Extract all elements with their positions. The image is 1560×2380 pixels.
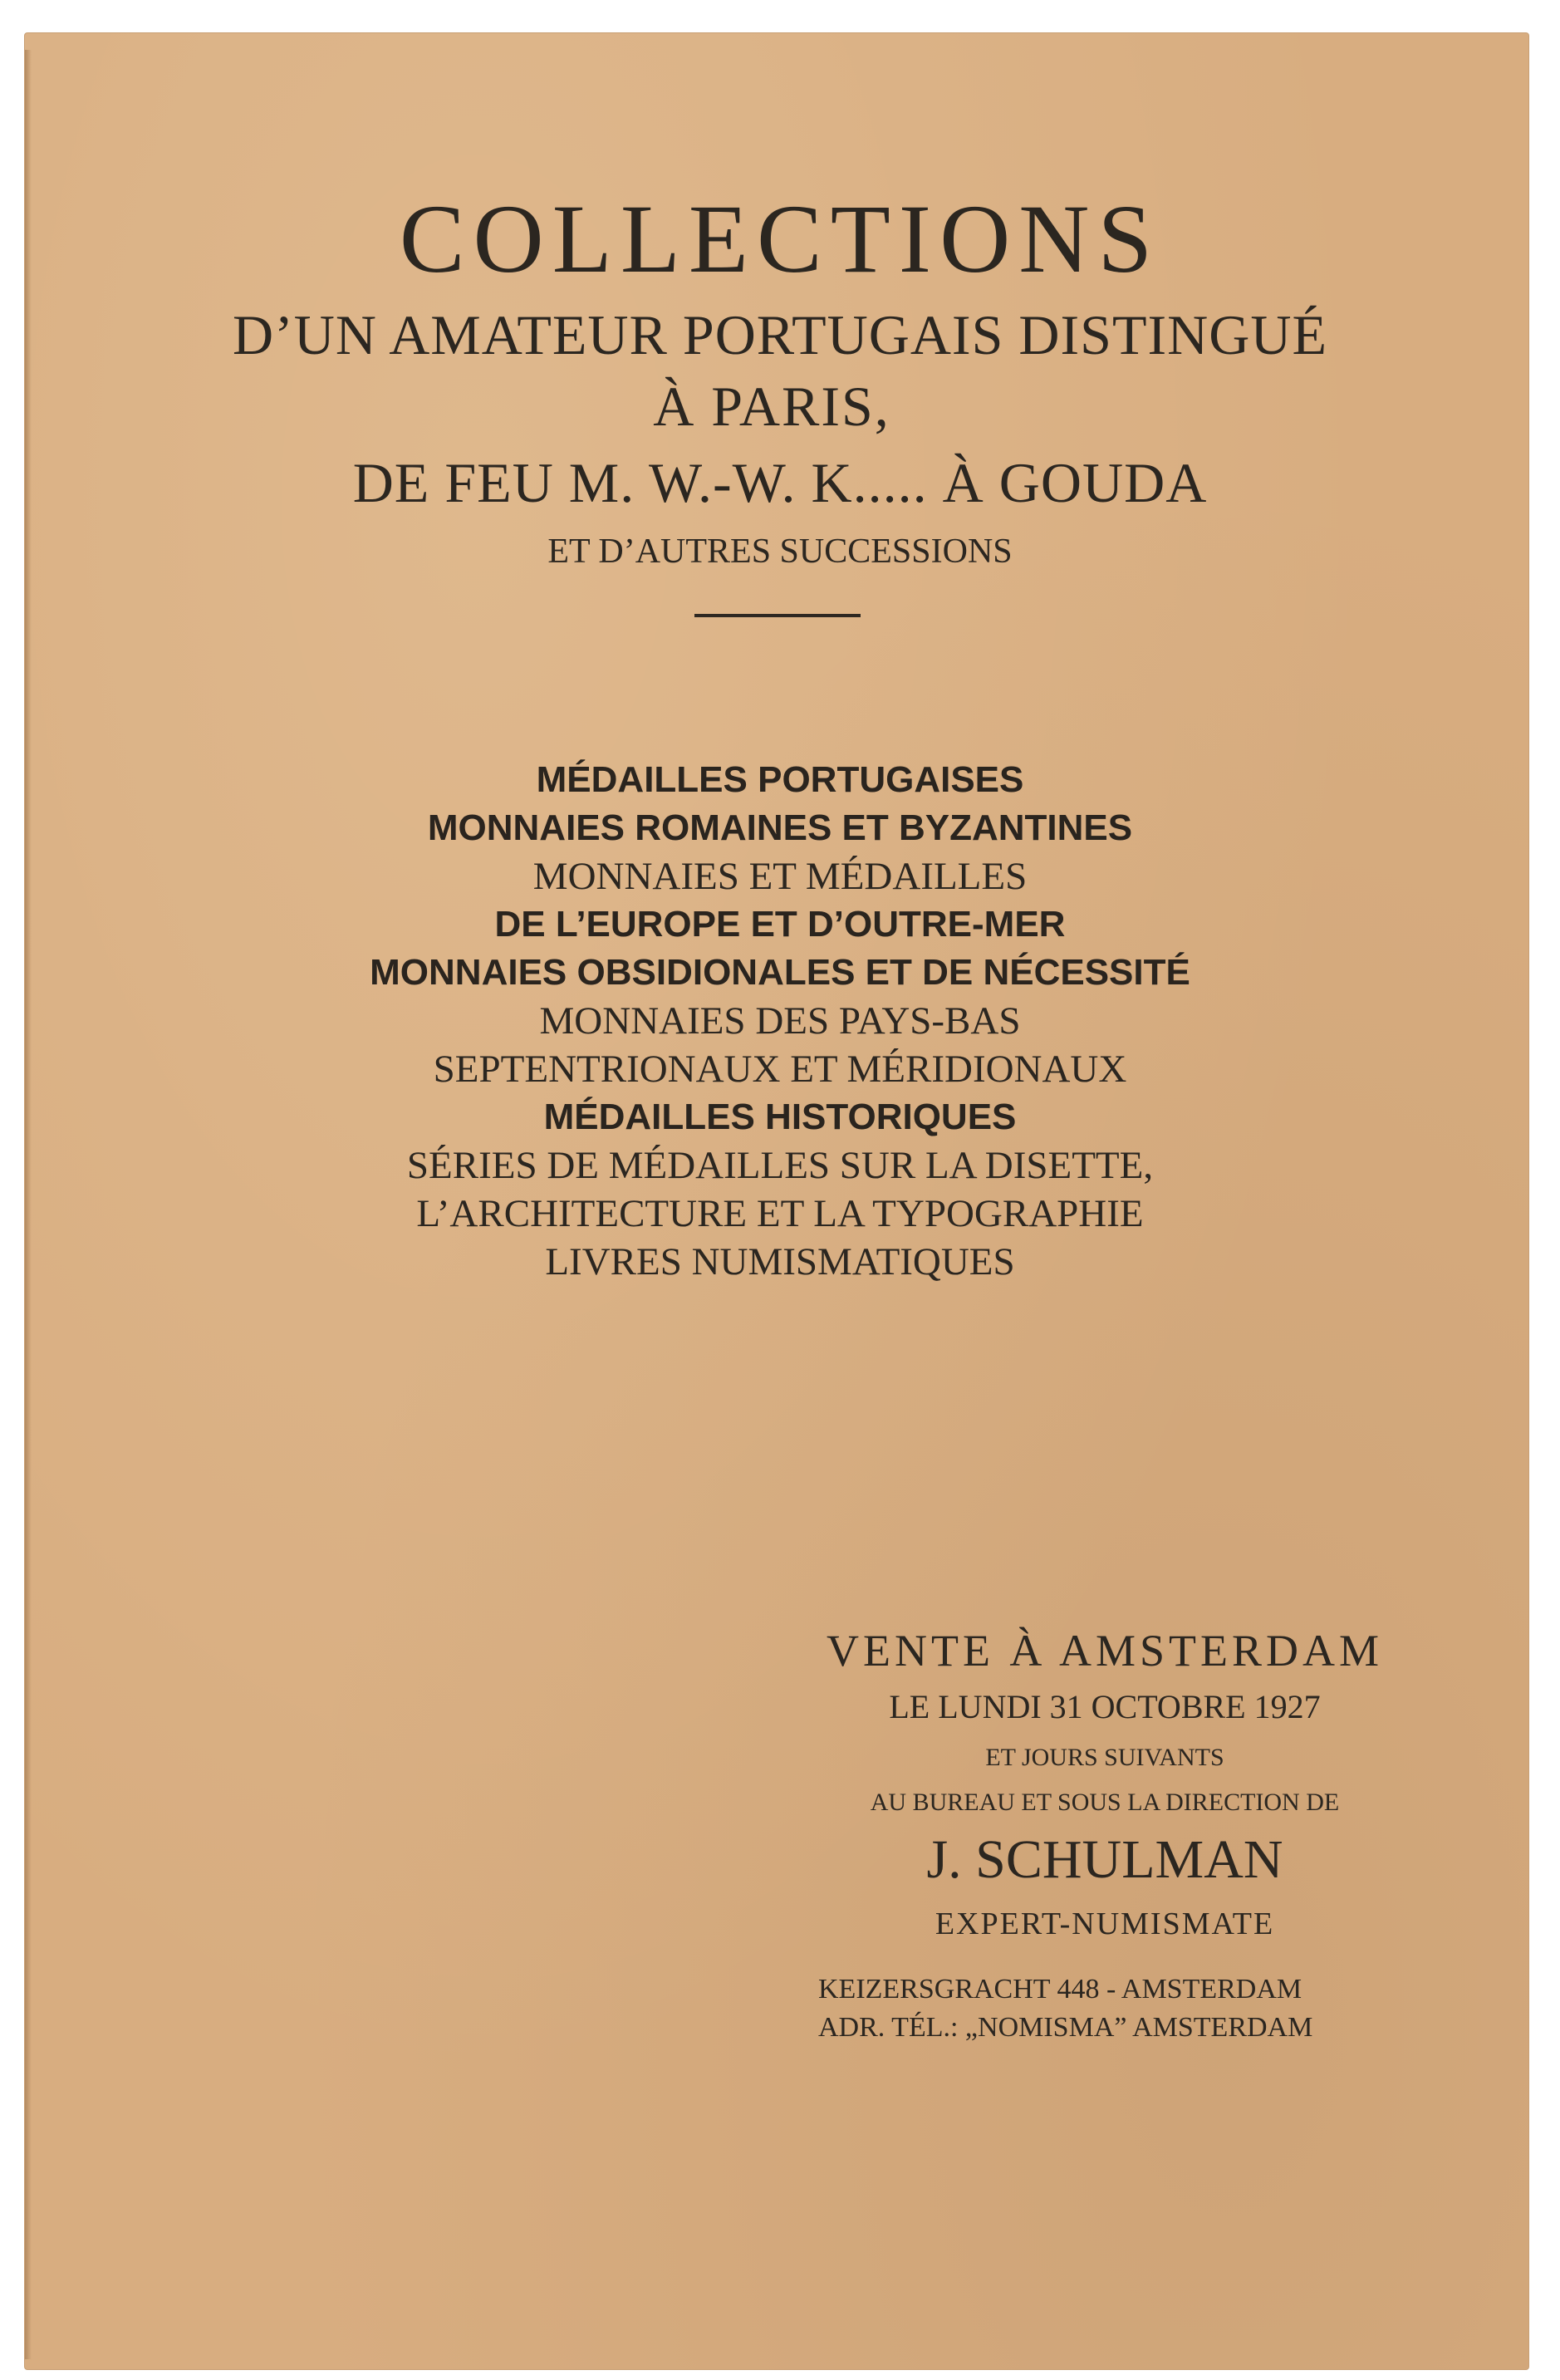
contents-item: LIVRES NUMISMATIQUES <box>545 1240 1015 1283</box>
contents-item: MÉDAILLES HISTORIQUES <box>543 1097 1017 1137</box>
contents-item: SÉRIES DE MÉDAILLES SUR LA DISETTE, <box>406 1144 1154 1187</box>
contents-item: MONNAIES ROMAINES ET BYZANTINES <box>427 807 1133 848</box>
sale-date: LE LUNDI 31 OCTOBRE 1927 <box>889 1688 1321 1725</box>
contents-item: MONNAIES ET MÉDAILLES <box>532 855 1028 898</box>
sale-title: VENTE À AMSTERDAM <box>826 1626 1383 1676</box>
contents-item: L’ARCHITECTURE ET LA TYPOGRAPHIE <box>416 1192 1144 1235</box>
contents-item: SEPTENTRIONAUX ET MÉRIDIONAUX <box>433 1048 1127 1091</box>
contents-list <box>0 756 1560 1286</box>
city-line: À PARIS, <box>653 375 890 438</box>
contents-item: DE L’EUROPE ET D’OUTRE-MER <box>494 904 1066 945</box>
cover-title: COLLECTIONS <box>399 184 1161 293</box>
expert-address: KEIZERSGRACHT 448 - AMSTERDAM <box>818 1974 1302 2005</box>
estate-line: DE FEU M. W.-W. K..... À GOUDA <box>352 451 1208 514</box>
contents-item: MÉDAILLES PORTUGAISES <box>536 759 1024 800</box>
divider-rule <box>694 614 861 617</box>
expert-role: EXPERT-NUMISMATE <box>935 1906 1275 1941</box>
sale-bureau: AU BUREAU ET SOUS LA DIRECTION DE <box>870 1789 1340 1816</box>
successions-line: ET D’AUTRES SUCCESSIONS <box>547 532 1013 571</box>
expert-name: J. SCHULMAN <box>926 1829 1283 1890</box>
collector-line: D’UN AMATEUR PORTUGAIS DISTINGUÉ <box>232 303 1328 366</box>
contents-item: MONNAIES OBSIDIONALES ET DE NÉCESSITÉ <box>370 952 1190 993</box>
contents-item: MONNAIES DES PAYS-BAS <box>539 999 1021 1043</box>
sale-days: ET JOURS SUIVANTS <box>985 1744 1224 1771</box>
expert-telegraph: ADR. TÉL.: „NOMISMA” AMSTERDAM <box>818 2012 1313 2043</box>
